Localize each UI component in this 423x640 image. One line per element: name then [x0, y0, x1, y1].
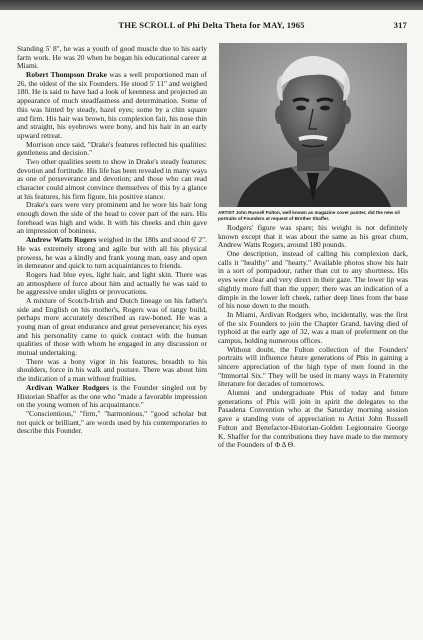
page-number: 317 [393, 20, 407, 30]
paragraph: There was a bony vigor in his features, breadth to his shoulders, force in his walk and posture. There was about him the indication of a man without frailties. [17, 356, 207, 384]
paragraph-text: is the Founder singled out by Historian Shaffer as the one who "made a favorable impression on the young women of his acquaintance." [17, 382, 207, 410]
paragraph: "Conscientious," "firm," "harmonious," "good scholar but not quick or brilliant," are words used by his contemporaries to describe this Founder. [17, 408, 207, 436]
paragraph: Standing 5' 8", he was a youth of good muscle due to his early farm work. He was 20 when he began his educational career at Miami. [17, 44, 207, 71]
paragraph: Drake's ears were very prominent and he wore his hair long enough down the side of the head to cover part of the ears. His forehead was high and wide. It with his cheeks and chin gave an impression of boniness. [17, 200, 207, 236]
running-header-title: THE SCROLL of Phi Delta Theta for MAY, 1965 [118, 20, 305, 30]
founder-name: Ardivan Walker Rodgers [26, 382, 110, 392]
paragraph-text: weighed in the 180s and stood 6' 2". He was extremely strong and agile but with all his physical prowess, he was a kindly and frank young man, easy and open in demeanor and quick to turn acquaintances to friends. [17, 235, 207, 271]
paragraph: Rogers had blue eyes, light hair, and light skin. There was an atmosphere of force about him and actually he was said to be aggressive under slights or provocations. [17, 269, 207, 297]
paragraph [17, 236, 207, 271]
left-column [17, 45, 207, 436]
top-edge-bar [0, 0, 423, 10]
caption-text: John Russell Fulton, well known as magazine cover painter, did the new oil portraits of Founders at request of Brother Shaffer. [218, 210, 400, 221]
paragraph [17, 384, 207, 410]
founder-name: Andrew Watts Rogers [26, 235, 97, 245]
right-column [218, 224, 408, 450]
paragraph: Morrison once said, "Drake's features reflected his qualities: gentleness and decision." [17, 139, 207, 158]
portrait-photo-icon [219, 43, 407, 207]
paragraph: In Miami, Ardivan Rodgers who, incidentally, was the first of the six Founders to join the Chapter Grand, having died of typhoid at the early age of 32, was a man of preferment on the campus, holding numerous offices. [218, 309, 408, 345]
caption-lead: ARTIST [218, 210, 235, 215]
paragraph: Two other qualities seem to show in Drake's steady features: devotion and fortitude. His life has been revealed in many ways as one of perseverance and devotion; and those who can read character could almost convince themselves of this by a glance at his features, his firm figure, his positive stance. [17, 156, 207, 201]
paragraph: Alumni and undergraduate Phis of today and future generations of Phis will join in spirit the delegates to the Pasadena Convention who at the Saturday morning session gave a standing vote of appreciation to Artist John Russell Fulton and Benefactor-Historian-Golden Legionnaire George K. Shaffer for the contributions they have made to the memory of the Founders of Φ Δ Θ. [218, 388, 408, 450]
paragraph: Without doubt, the Fulton collection of the Founders' portraits will influence future generations of Phis in gaining a sincere appreciation of the high type of men found in the "Immortal Six." They will be used in many ways in Fraternity literature for decades of tomorrows. [218, 344, 408, 389]
founder-name: Robert Thompson Drake [26, 70, 107, 80]
paragraph: Rodgers' figure was spare; his weight is not definitely known except that it was about the same as his great chum, Andrew Watts Rogers, around 180 pounds. [218, 223, 408, 250]
portrait-photo [219, 43, 407, 207]
paragraph: One description, instead of calling his complexion dark, calls it "healthy" and "hearty." Available photos show his hair in a sort of pompadour, rather than cut to any shortness. His eyes were clear and very direct in their gaze. The lower lip was slightly more full than the upper; there was an indication of a dimple in the lower left cheek, rather deep lines from the base of his nose down to the mouth. [218, 249, 408, 311]
photo-caption [218, 210, 408, 221]
paragraph: A mixture of Scotch-Irish and Dutch lineage on his father's side and English on his mother's, Rogers was of rangy build, perhaps more accurately described as raw-boned. He was a young man of great endurance and great perseverance; his eyes and his personality came to quick contact with the human qualities of those with whom he engaged in any discussion or mutual undertaking. [17, 295, 207, 358]
paragraph [17, 71, 207, 141]
paragraph-text: was a well proportioned man of 26, the oldest of the six Founders. He stood 5' 11" and weighed 180. He is said to have had a look of keenness and projected an appearance of much steadfastness and determination. Some of this was hinted by steady, hazel eyes; some by a chin square and firm. His hair was brown, his complexion fair, his nose thin and straight, his eyebrows were bony, and his hair in an early upward retreat. [17, 70, 207, 140]
running-header [0, 20, 423, 34]
